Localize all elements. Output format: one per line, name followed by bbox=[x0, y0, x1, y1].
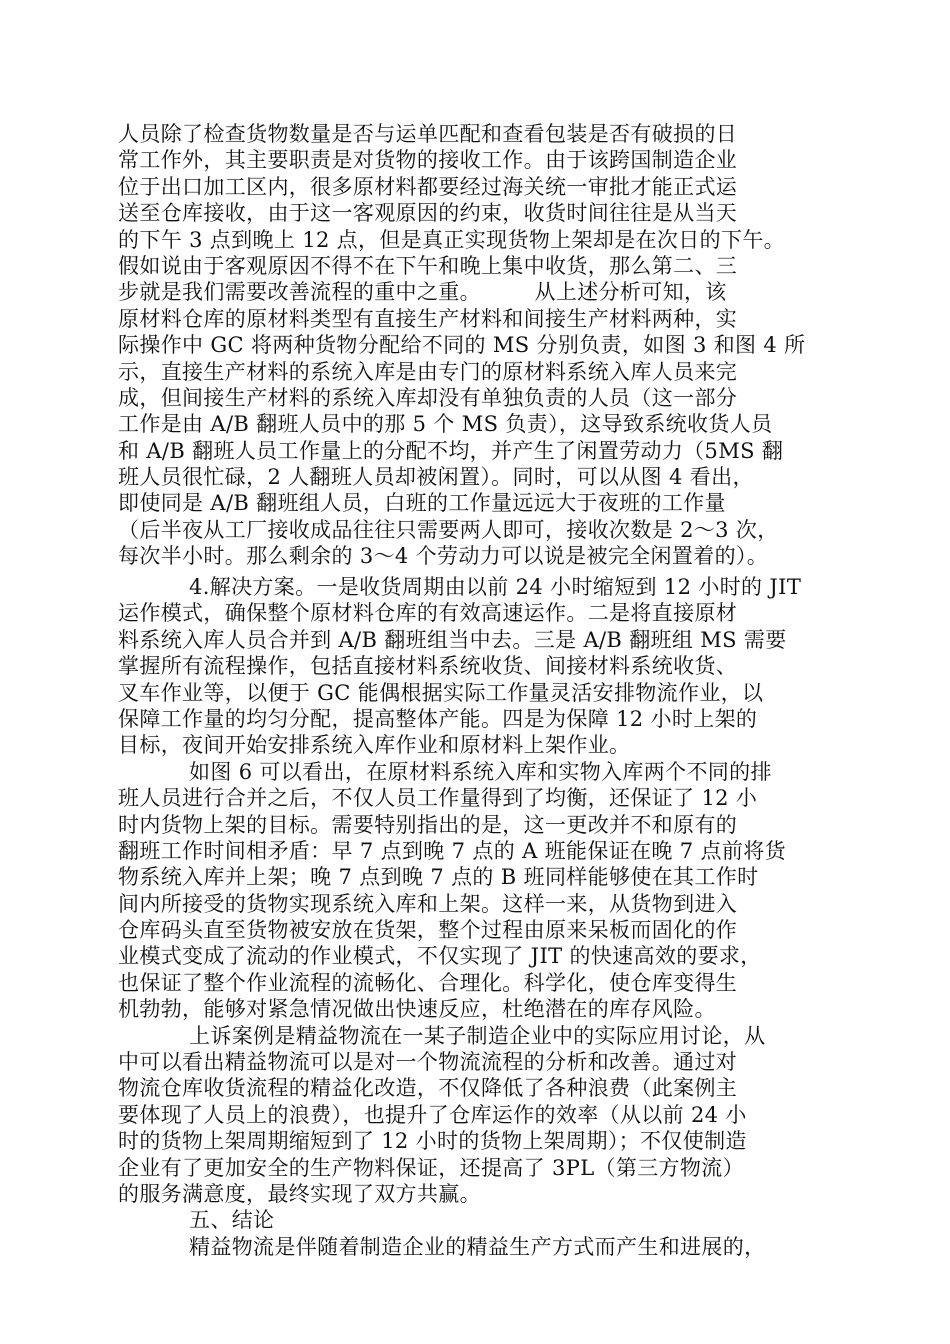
text-line: 物系统入库并上架；晚 7 点到晚 7 点的 B 班同样能够使在其工作时 bbox=[118, 865, 759, 890]
text-line: 精益物流是伴随着制造企业的精益生产方式而产生和进展的， bbox=[189, 1234, 766, 1259]
text-line: 机勃勃，能够对紧急情况做出快速反应，杜绝潜在的库存风险。 bbox=[118, 997, 716, 1022]
text-line: 业模式变成了流动的作业模式，不仅实现了 JIT 的快速高效的要求， bbox=[118, 944, 762, 969]
text-line: 4.解决方案。一是收货周期由以前 24 小时缩短到 12 小时的 JIT bbox=[189, 575, 802, 599]
text-line: 企业有了更加安全的生产物料保证，还提高了 3PL（第三方物流） bbox=[118, 1155, 744, 1180]
text-line: 要体现了人员上的浪费），也提升了仓库运作的效率（从以前 24 小 bbox=[118, 1102, 747, 1127]
text-line: 运作模式，确保整个原材料仓库的有效高速运作。二是将直接原材 bbox=[118, 601, 738, 626]
text-line: 工作是由 A/B 翻班人员中的那 5 个 MS 负责），这导致系统收货人员 bbox=[118, 412, 773, 437]
text-line: 和 A/B 翻班人员工作量上的分配不均，并产生了闲置劳动力（5MS 翻 bbox=[118, 438, 784, 463]
body-text-part-1 bbox=[118, 121, 818, 570]
text-line: 时内货物上架的目标。需要特别指出的是，这一更改并不和原有的 bbox=[118, 812, 738, 837]
text-line: 中可以看出精益物流可以是对一个物流流程的分析和改善。通过对 bbox=[118, 1050, 738, 1075]
text-line: 如图 6 可以看出，在原材料系统入库和实物入库两个不同的排 bbox=[189, 759, 772, 784]
body-text-part-2 bbox=[118, 574, 818, 1260]
text-line: 物流仓库收货流程的精益化改造，不仅降低了各种浪费（此案例主 bbox=[118, 1076, 738, 1101]
text-line: 人员除了检查货物数量是否与运单匹配和查看包装是否有破损的日 bbox=[118, 122, 738, 146]
text-line: 时的货物上架周期缩短到了 12 小时的货物上架周期）；不仅使制造 bbox=[118, 1129, 747, 1154]
text-line: 原材料仓库的原材料类型有直接生产材料和间接生产材料两种，实 bbox=[118, 306, 738, 331]
text-line: 保障工作量的均匀分配，提高整体产能。四是为保障 12 小时上架的 bbox=[118, 706, 758, 731]
text-line: 上诉案例是精益物流在一某子制造企业中的实际应用讨论，从 bbox=[189, 1023, 766, 1048]
text-line: 叉车作业等，以便于 GC 能偶根据实际工作量灵活安排物流作业，以 bbox=[118, 680, 764, 705]
text-line: 班人员很忙碌，2 人翻班人员却被闲置）。同时，可以从图 4 看出， bbox=[118, 465, 754, 490]
text-line: 间内所接受的货物实现系统入库和上架。这样一来，从货物到进入 bbox=[118, 891, 738, 916]
text-line: 仓库码头直至货物被安放在货架，整个过程由原来呆板而固化的作 bbox=[118, 918, 738, 943]
text-line: 班人员进行合并之后，不仅人员工作量得到了均衡，还保证了 12 小 bbox=[118, 786, 758, 811]
text-line: 示，直接生产材料的系统入库是由专门的原材料系统入库人员来完 bbox=[118, 359, 738, 384]
text-line: 掌握所有流程操作，包括直接材料系统收货、间接材料系统收货、 bbox=[118, 654, 738, 679]
text-line: 料系统入库人员合并到 A/B 翻班组当中去。三是 A/B 翻班组 MS 需要 bbox=[118, 627, 787, 652]
text-line: 成，但间接生产材料的系统入库却没有单独负责的人员（这一部分 bbox=[118, 385, 738, 410]
text-line: 的下午 3 点到晚上 12 点，但是真正实现货物上架却是在次日的下午。 bbox=[118, 227, 786, 252]
text-line: 每次半小时。那么剩余的 3～4 个劳动力可以说是被完全闲置着的）。 bbox=[118, 544, 769, 569]
text-line: 常工作外，其主要职责是对货物的接收工作。由于该跨国制造企业 bbox=[118, 148, 738, 173]
text-line: 翻班工作时间相矛盾：早 7 点到晚 7 点的 A 班能保证在晚 7 点前将货 bbox=[118, 838, 786, 863]
text-line: 送至仓库接收，由于这一客观原因的约束，收货时间往往是从当天 bbox=[118, 201, 738, 226]
text-line: 步就是我们需要改善流程的重中之重。 从上述分析可知，该 bbox=[118, 280, 727, 305]
text-line: 假如说由于客观原因不得不在下午和晚上集中收货，那么第二、三 bbox=[118, 253, 738, 278]
text-line: 目标，夜间开始安排系统入库作业和原材料上架作业。 bbox=[118, 733, 631, 758]
section-heading: 五、结论 bbox=[189, 1208, 275, 1233]
text-line: （后半夜从工厂接收成品往往只需要两人即可，接收次数是 2～3 次， bbox=[118, 517, 779, 542]
text-line: 位于出口加工区内，很多原材料都要经过海关统一审批才能正式运 bbox=[118, 174, 738, 199]
text-line: 际操作中 GC 将两种货物分配给不同的 MS 分别负责，如图 3 和图 4 所 bbox=[118, 333, 806, 358]
text-line: 即使同是 A/B 翻班组人员，白班的工作量远远大于夜班的工作量 bbox=[118, 491, 726, 516]
text-line: 的服务满意度，最终实现了双方共赢。 bbox=[118, 1181, 481, 1206]
text-line: 也保证了整个作业流程的流畅化、合理化。科学化，使仓库变得生 bbox=[118, 970, 738, 995]
